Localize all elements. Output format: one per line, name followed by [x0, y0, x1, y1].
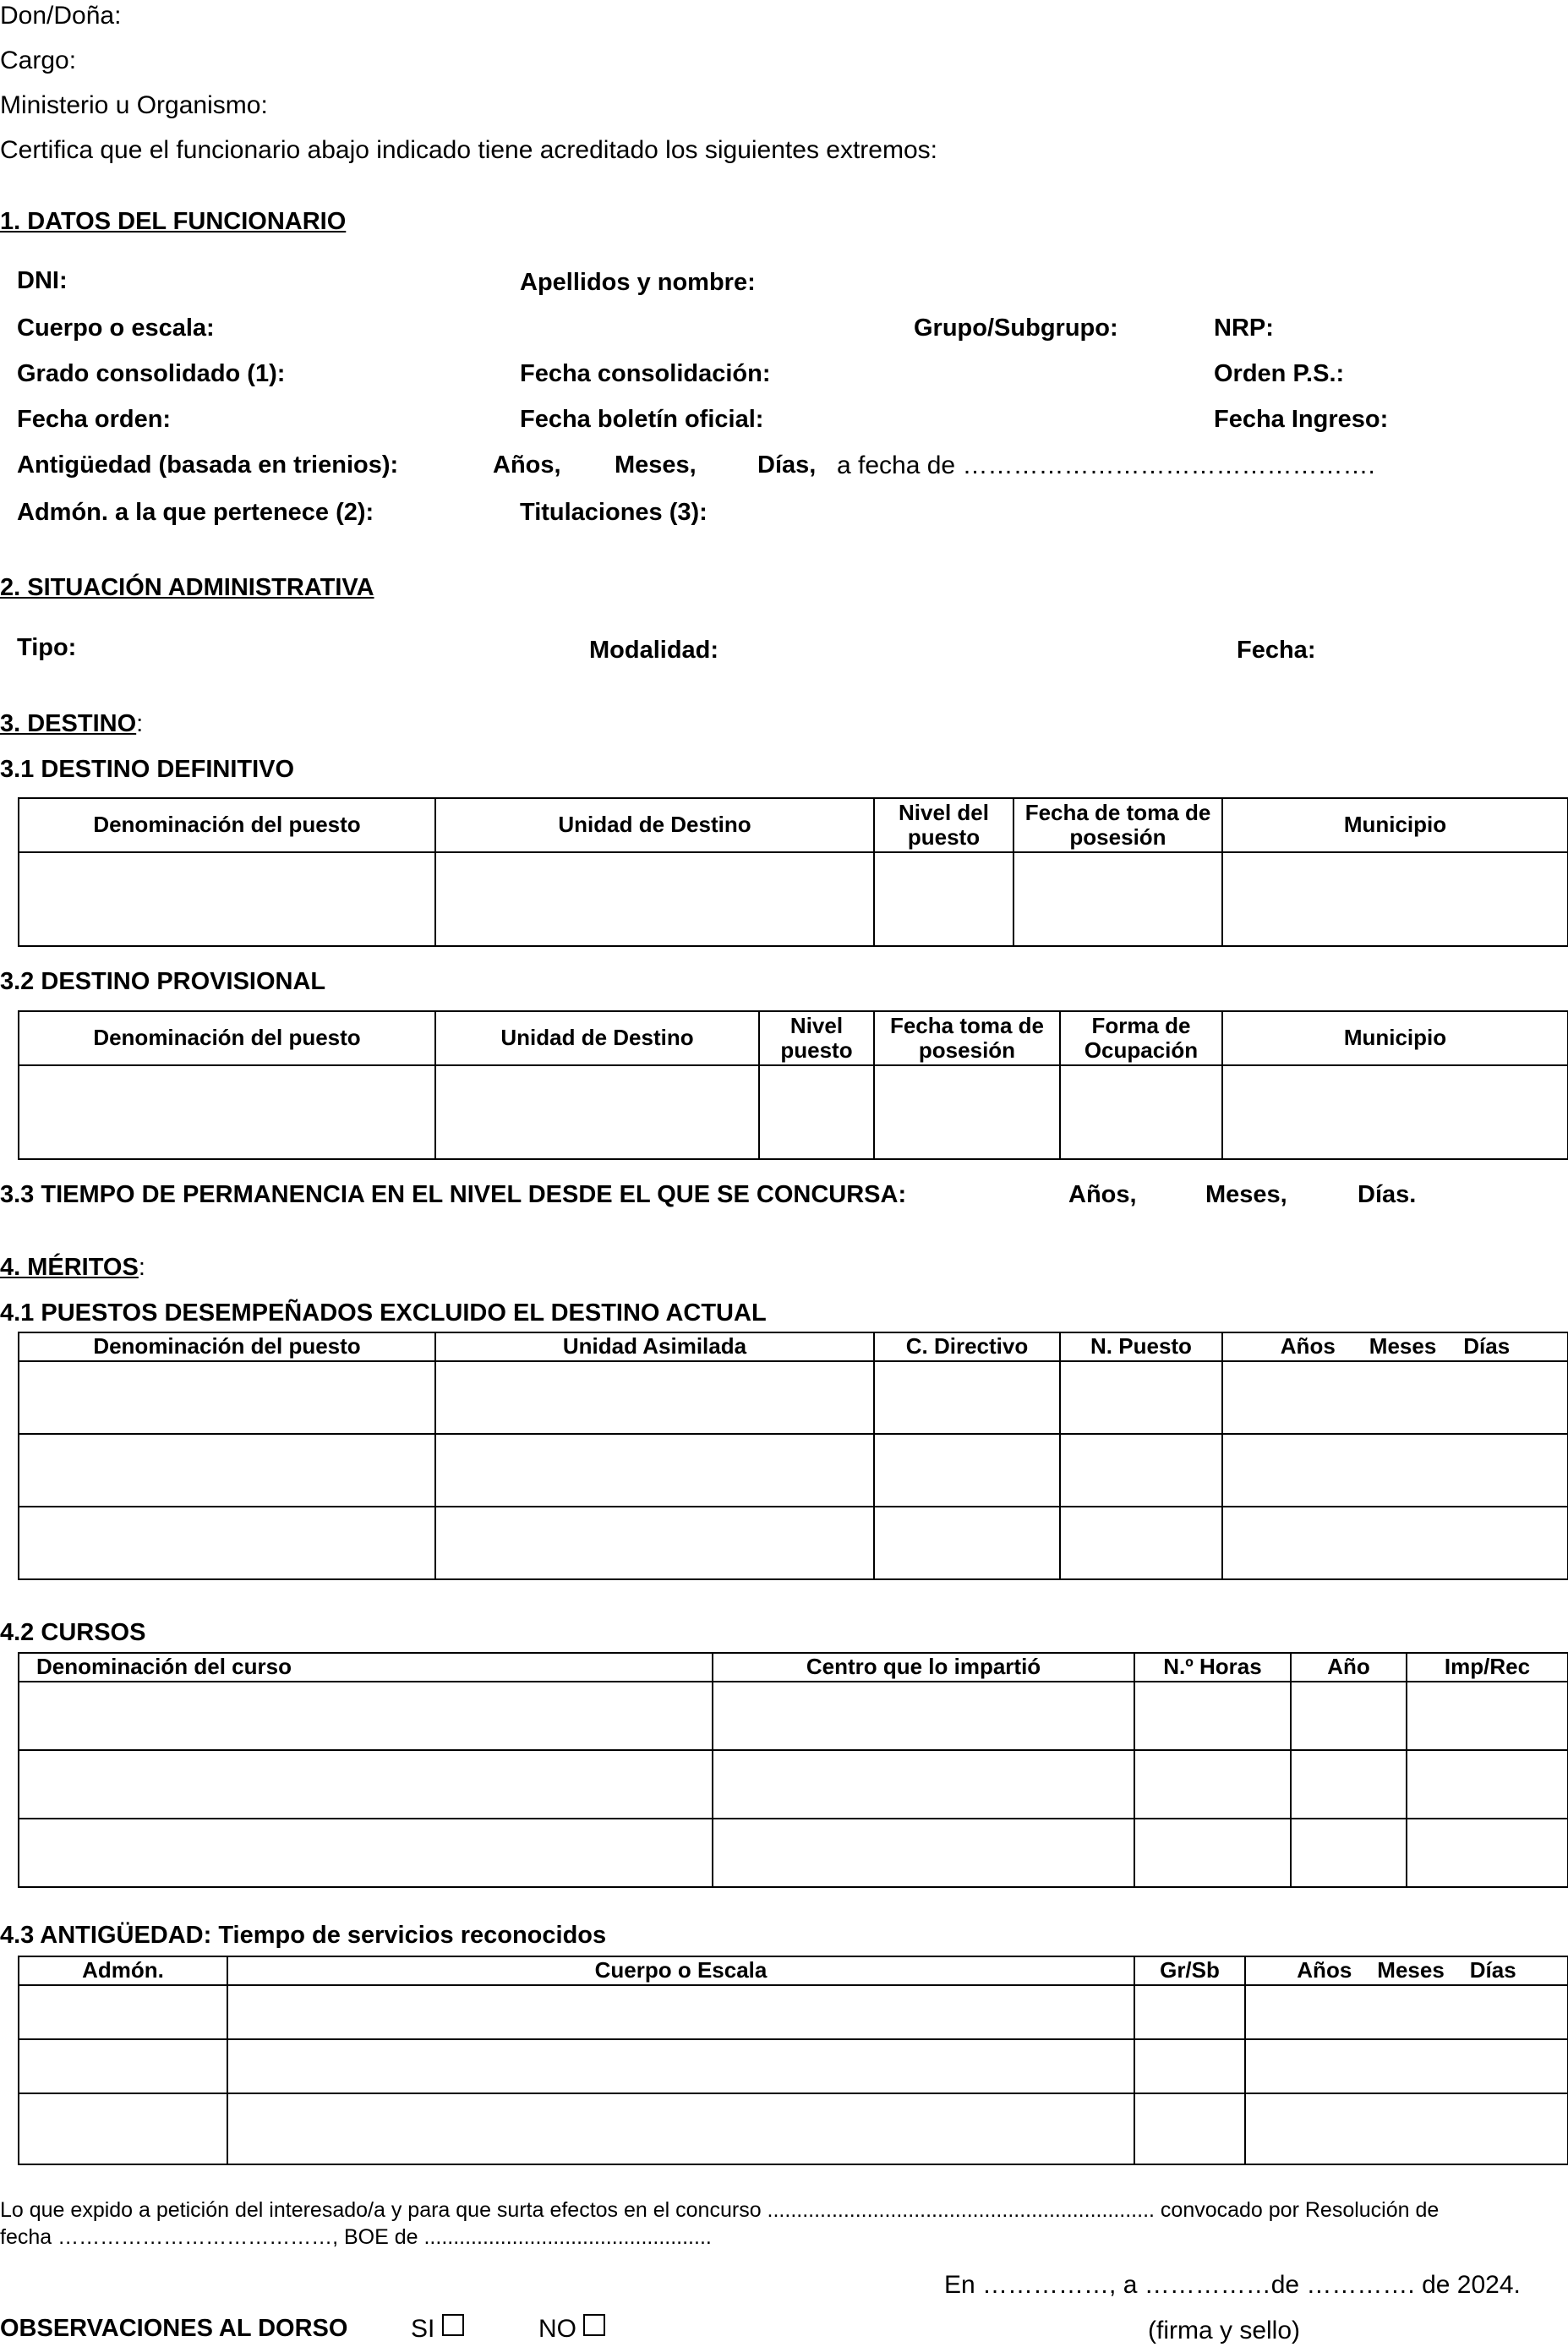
- cursos-table: [18, 1652, 1568, 1888]
- table-cell[interactable]: [1222, 1507, 1568, 1579]
- table-cell[interactable]: [227, 1985, 1134, 2039]
- col-imp-rec: Imp/Rec: [1407, 1653, 1568, 1682]
- a-fecha-de-text: a fecha de ………………………………………….: [837, 451, 1375, 479]
- table-cell[interactable]: [435, 1434, 874, 1507]
- certifica-text: Certifica que el funcionario abajo indicado tiene acreditado los siguientes extremos:: [0, 136, 937, 164]
- nrp-label: NRP:: [1214, 315, 1274, 342]
- section-3-3-title: 3.3 TIEMPO DE PERMANENCIA EN EL NIVEL DESDE EL QUE SE CONCURSA:: [0, 1181, 907, 1208]
- table-row: [19, 1819, 1568, 1887]
- table-cell[interactable]: [1291, 1750, 1407, 1819]
- no-label: NO: [538, 2315, 576, 2343]
- col-denominacion-puesto: Denominación del puesto: [19, 798, 435, 852]
- section-3-title: [0, 710, 143, 738]
- col-nivel-puesto: Nivel puesto: [759, 1011, 874, 1065]
- table-cell[interactable]: [874, 1361, 1060, 1434]
- col-gr-sb: Gr/Sb: [1134, 1956, 1245, 1985]
- section-4-colon: :: [138, 1254, 145, 1281]
- col-fecha-toma-posesion: Fecha de toma de posesión: [1013, 798, 1222, 852]
- section-4-title: [0, 1254, 145, 1282]
- table-cell[interactable]: [713, 1750, 1134, 1819]
- section-1-title: 1. DATOS DEL FUNCIONARIO: [0, 208, 347, 235]
- col-unidad-destino: Unidad de Destino: [435, 1011, 759, 1065]
- tipo-label: Tipo:: [17, 634, 77, 661]
- fecha-ingreso-label: Fecha Ingreso:: [1214, 406, 1389, 433]
- table-row: [19, 2039, 1568, 2093]
- section-3-2-title: 3.2 DESTINO PROVISIONAL: [0, 968, 326, 995]
- admon-pertenece-label: Admón. a la que pertenece (2):: [17, 499, 374, 526]
- fecha-orden-label: Fecha orden:: [17, 406, 172, 433]
- fecha-consolidacion-label: Fecha consolidación:: [520, 360, 771, 387]
- table-cell[interactable]: [874, 1434, 1060, 1507]
- meses-header: Meses: [1377, 1957, 1445, 1983]
- section-4-3-title: 4.3 ANTIGÜEDAD: Tiempo de servicios reconocidos: [0, 1922, 607, 1949]
- puestos-desempenados-table: [18, 1332, 1568, 1580]
- titulaciones-label: Titulaciones (3):: [520, 499, 708, 526]
- table-cell[interactable]: [227, 2039, 1134, 2093]
- si-label: SI: [411, 2315, 435, 2343]
- dni-label: DNI:: [17, 267, 68, 294]
- table-cell[interactable]: [1291, 1819, 1407, 1887]
- anos-header: Años: [1297, 1957, 1352, 1983]
- table-cell[interactable]: [19, 1985, 227, 2039]
- dias-header: Días: [1463, 1333, 1511, 1360]
- table-cell[interactable]: [1134, 1819, 1291, 1887]
- col-centro-impartio: Centro que lo impartió: [713, 1653, 1134, 1682]
- table-cell[interactable]: [1245, 2093, 1568, 2164]
- table-cell[interactable]: [759, 1065, 874, 1159]
- col-denominacion-puesto: Denominación del puesto: [19, 1011, 435, 1065]
- col-fecha-toma-posesion: Fecha toma de posesión: [874, 1011, 1060, 1065]
- table-cell[interactable]: [1134, 1750, 1291, 1819]
- table-row: [19, 1065, 1568, 1159]
- expedicion-text-line-2: fecha …………………………………, BOE de .................................................: [0, 2225, 712, 2249]
- table-row: [19, 1434, 1568, 1507]
- table-cell[interactable]: [1407, 1819, 1568, 1887]
- section-4-title-text: 4. MÉRITOS: [0, 1254, 139, 1281]
- cuerpo-label: Cuerpo o escala:: [17, 315, 215, 342]
- table-row: [19, 852, 1568, 946]
- table-cell[interactable]: [1222, 852, 1568, 946]
- si-option[interactable]: [411, 2315, 464, 2344]
- col-n-puesto: N. Puesto: [1060, 1332, 1222, 1361]
- firma-sello-text: (firma y sello): [1148, 2317, 1301, 2344]
- destino-provisional-table: [18, 1010, 1568, 1160]
- table-cell[interactable]: [1060, 1434, 1222, 1507]
- col-anos-meses-dias: [1222, 1332, 1568, 1361]
- table-cell[interactable]: [874, 1065, 1060, 1159]
- section-4-2-title: 4.2 CURSOS: [0, 1619, 146, 1646]
- table-cell[interactable]: [1245, 1985, 1568, 2039]
- table-cell[interactable]: [435, 1065, 759, 1159]
- col-c-directivo: C. Directivo: [874, 1332, 1060, 1361]
- col-forma-ocupacion: Forma de Ocupación: [1060, 1011, 1222, 1065]
- table-cell[interactable]: [19, 1434, 435, 1507]
- table-cell[interactable]: [1291, 1682, 1407, 1750]
- table-cell[interactable]: [435, 1507, 874, 1579]
- table-cell[interactable]: [1222, 1065, 1568, 1159]
- table-cell[interactable]: [19, 2039, 227, 2093]
- meses-header: Meses: [1369, 1333, 1437, 1360]
- col-nivel-puesto: Nivel del puesto: [874, 798, 1013, 852]
- col-unidad-destino: Unidad de Destino: [435, 798, 874, 852]
- si-checkbox[interactable]: [442, 2314, 464, 2336]
- expedicion-text-line-1: Lo que expido a petición del interesado/a y para que surta efectos en el concurso .................................................................. convocado por Resolución de: [0, 2198, 1440, 2222]
- grupo-label: Grupo/Subgrupo:: [914, 315, 1118, 342]
- section-2-title: 2. SITUACIÓN ADMINISTRATIVA: [0, 574, 374, 601]
- table-cell[interactable]: [19, 1682, 713, 1750]
- no-option[interactable]: [538, 2315, 605, 2344]
- destino-definitivo-table: [18, 797, 1568, 947]
- table-cell[interactable]: [1013, 852, 1222, 946]
- col-denominacion-curso: Denominación del curso: [19, 1653, 713, 1682]
- section-3-title-text: 3. DESTINO: [0, 710, 137, 737]
- ministerio-label: Ministerio u Organismo:: [0, 91, 268, 119]
- table-row: [19, 2093, 1568, 2164]
- section-4-1-title: 4.1 PUESTOS DESEMPEÑADOS EXCLUIDO EL DESTINO ACTUAL: [0, 1299, 767, 1327]
- permanencia-dias-label: Días.: [1358, 1181, 1417, 1208]
- table-cell[interactable]: [19, 1507, 435, 1579]
- col-denominacion-puesto: Denominación del puesto: [19, 1332, 435, 1361]
- col-unidad-asimilada: Unidad Asimilada: [435, 1332, 874, 1361]
- anos-header: Años: [1280, 1333, 1336, 1360]
- table-row: [19, 1361, 1568, 1434]
- antiguedad-servicios-table: [18, 1956, 1568, 2165]
- permanencia-meses-label: Meses,: [1205, 1181, 1287, 1208]
- table-cell[interactable]: [1134, 1985, 1245, 2039]
- antiguedad-anos-label: Años,: [493, 451, 561, 479]
- antiguedad-meses-label: Meses,: [615, 451, 697, 479]
- fecha-boletin-label: Fecha boletín oficial:: [520, 406, 764, 433]
- observaciones-label: OBSERVACIONES AL DORSO: [0, 2315, 348, 2342]
- col-municipio: Municipio: [1222, 798, 1568, 852]
- table-cell[interactable]: [713, 1682, 1134, 1750]
- antiguedad-label: Antigüedad (basada en trienios):: [17, 451, 399, 479]
- table-row: [19, 1750, 1568, 1819]
- modalidad-label: Modalidad:: [589, 637, 719, 664]
- col-ano: Año: [1291, 1653, 1407, 1682]
- col-n-horas: N.º Horas: [1134, 1653, 1291, 1682]
- table-cell[interactable]: [1222, 1361, 1568, 1434]
- table-cell[interactable]: [874, 852, 1013, 946]
- no-checkbox[interactable]: [583, 2314, 605, 2336]
- table-cell[interactable]: [1134, 2093, 1245, 2164]
- table-cell[interactable]: [1134, 2039, 1245, 2093]
- section-3-colon: :: [136, 710, 144, 737]
- table-cell[interactable]: [435, 852, 874, 946]
- table-cell[interactable]: [19, 1750, 713, 1819]
- table-cell[interactable]: [1407, 1750, 1568, 1819]
- lugar-fecha-text: En ……………, a ……………de …………. de 2024.: [944, 2271, 1521, 2299]
- col-admon: Admón.: [19, 1956, 227, 1985]
- table-cell[interactable]: [1060, 1065, 1222, 1159]
- col-anos-meses-dias: [1245, 1956, 1568, 1985]
- apellidos-label: Apellidos y nombre:: [520, 269, 756, 296]
- table-cell[interactable]: [1222, 1434, 1568, 1507]
- col-municipio: Municipio: [1222, 1011, 1568, 1065]
- section-3-1-title: 3.1 DESTINO DEFINITIVO: [0, 756, 295, 783]
- grado-label: Grado consolidado (1):: [17, 360, 286, 387]
- table-cell[interactable]: [435, 1361, 874, 1434]
- table-cell[interactable]: [1245, 2039, 1568, 2093]
- table-cell[interactable]: [1134, 1682, 1291, 1750]
- orden-ps-label: Orden P.S.:: [1214, 360, 1345, 387]
- table-row: [19, 1507, 1568, 1579]
- table-cell[interactable]: [19, 852, 435, 946]
- col-cuerpo-escala: Cuerpo o Escala: [227, 1956, 1134, 1985]
- table-cell[interactable]: [19, 1361, 435, 1434]
- table-row: [19, 1682, 1568, 1750]
- table-cell[interactable]: [227, 2093, 1134, 2164]
- dias-header: Días: [1469, 1957, 1516, 1983]
- table-cell[interactable]: [19, 1819, 713, 1887]
- table-row: [19, 1985, 1568, 2039]
- don-dona-label: Don/Doña:: [0, 2, 122, 30]
- table-cell[interactable]: [1407, 1682, 1568, 1750]
- table-cell[interactable]: [19, 1065, 435, 1159]
- permanencia-anos-label: Años,: [1068, 1181, 1137, 1208]
- table-cell[interactable]: [1060, 1361, 1222, 1434]
- cargo-label: Cargo:: [0, 47, 77, 74]
- table-cell[interactable]: [19, 2093, 227, 2164]
- table-cell[interactable]: [713, 1819, 1134, 1887]
- antiguedad-dias-label: Días,: [757, 451, 817, 479]
- fecha-situacion-label: Fecha:: [1237, 637, 1316, 664]
- table-cell[interactable]: [1060, 1507, 1222, 1579]
- table-cell[interactable]: [874, 1507, 1060, 1579]
